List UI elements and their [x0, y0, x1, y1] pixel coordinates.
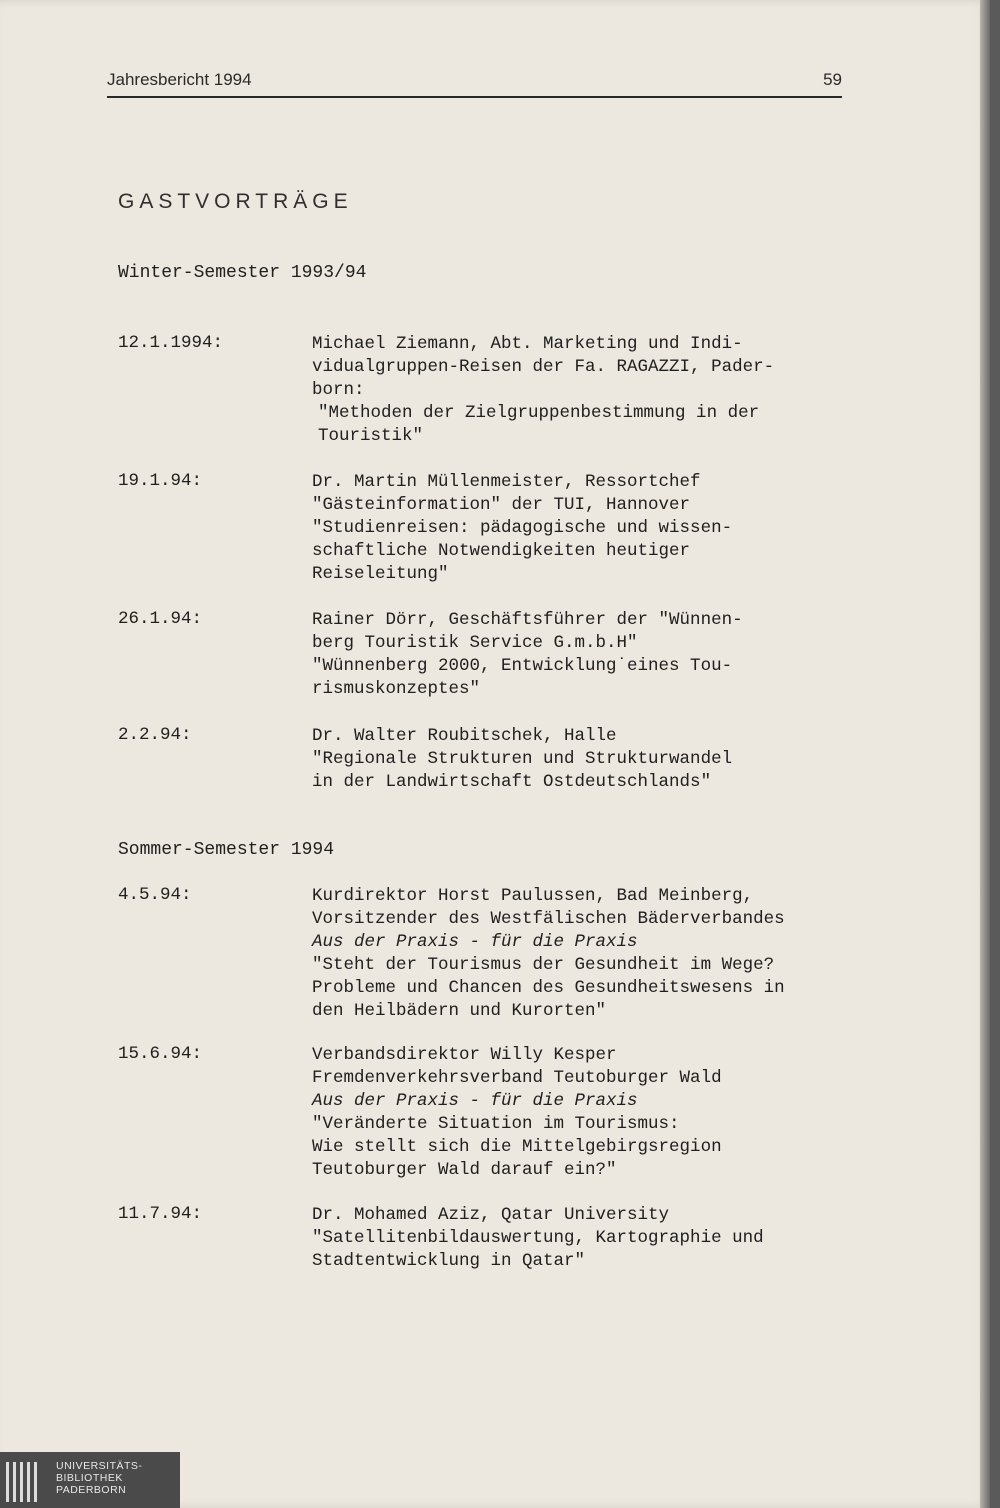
description-line: vidualgruppen-Reisen der Fa. RAGAZZI, Pader- — [312, 357, 775, 377]
description-line: Michael Ziemann, Abt. Marketing und Indi- — [312, 334, 743, 354]
lecture-date: 4.5.94: — [118, 885, 192, 905]
library-name-line: PADERBORN — [56, 1484, 127, 1496]
series-title-line: Aus der Praxis - für die Praxis — [312, 932, 638, 952]
description-line: Dr. Mohamed Aziz, Qatar University — [312, 1205, 670, 1225]
description-line: "Steht der Tourismus der Gesundheit im Wege? — [312, 955, 775, 975]
library-name-line: BIBLIOTHEK — [56, 1472, 123, 1484]
description-line: rismuskonzeptes" — [312, 679, 481, 699]
description-line: Probleme und Chancen des Gesundheitswesens in — [312, 978, 785, 998]
description-line: Dr. Walter Roubitschek, Halle — [312, 726, 617, 746]
description-line: Dr. Martin Müllenmeister, Ressortchef — [312, 472, 701, 492]
report-title: Jahresbericht 1994 — [107, 70, 252, 89]
lecture-date: 15.6.94: — [118, 1044, 203, 1064]
lecture-description — [312, 885, 785, 1023]
page-edge — [980, 0, 990, 1508]
description-line: "Veränderte Situation im Tourismus: — [312, 1114, 680, 1134]
page-number: 59 — [823, 70, 842, 89]
lecture-description — [312, 471, 732, 586]
lecture-date: 12.1.1994: — [118, 333, 224, 353]
description-line: in der Landwirtschaft Ostdeutschlands" — [312, 772, 712, 792]
lecture-date: 26.1.94: — [118, 609, 203, 629]
library-name-line: UNIVERSITÄTS- — [56, 1460, 143, 1472]
lecture-description — [312, 1044, 722, 1182]
semester-heading: Sommer-Semester 1994 — [118, 840, 335, 860]
description-line: berg Touristik Service G.m.b.H" — [312, 633, 638, 653]
library-logo — [0, 1452, 180, 1508]
description-line: "Regionale Strukturen und Strukturwandel — [312, 749, 733, 769]
description-line: born: — [312, 380, 365, 400]
description-line: Verbandsdirektor Willy Kesper — [312, 1045, 617, 1065]
description-line: Kurdirektor Horst Paulussen, Bad Meinberg, — [312, 886, 754, 906]
description-line: Reiseleitung" — [312, 564, 449, 584]
description-line: "Methoden der Zielgruppenbestimmung in der — [318, 403, 760, 423]
lecture-description — [312, 333, 774, 448]
description-line: "Satellitenbildauswertung, Kartographie und — [312, 1228, 764, 1248]
page-header — [107, 68, 842, 98]
description-line: Wie stellt sich die Mittelgebirgsregion — [312, 1137, 722, 1157]
series-title-line: Aus der Praxis - für die Praxis — [312, 1091, 638, 1111]
description-line: "Gästeinformation" der TUI, Hannover — [312, 495, 691, 515]
description-line: Touristik" — [318, 426, 424, 446]
lecture-date: 2.2.94: — [118, 725, 192, 745]
library-name — [56, 1460, 142, 1496]
description-line: Vorsitzender des Westfälischen Bäderverbandes — [312, 909, 785, 929]
description-line: Teutoburger Wald darauf ein?" — [312, 1160, 617, 1180]
section-title: GASTVORTRÄGE — [118, 190, 353, 213]
semester-heading: Winter-Semester 1993/94 — [118, 263, 367, 283]
description-line: Rainer Dörr, Geschäftsführer der "Wünnen- — [312, 610, 743, 630]
description-line: "Wünnenberg 2000, Entwicklung˙eines Tou- — [312, 656, 733, 676]
description-line: Stadtentwicklung in Qatar" — [312, 1251, 586, 1271]
library-logo-icon — [6, 1462, 46, 1502]
description-line: den Heilbädern und Kurorten" — [312, 1001, 607, 1021]
description-line: schaftliche Notwendigkeiten heutiger — [312, 541, 691, 561]
description-line: "Studienreisen: pädagogische und wissen- — [312, 518, 733, 538]
lecture-description — [312, 609, 743, 701]
lecture-description — [312, 1204, 764, 1273]
lecture-date: 19.1.94: — [118, 471, 203, 491]
lecture-date: 11.7.94: — [118, 1204, 203, 1224]
lecture-description — [312, 725, 732, 794]
description-line: Fremdenverkehrsverband Teutoburger Wald — [312, 1068, 722, 1088]
